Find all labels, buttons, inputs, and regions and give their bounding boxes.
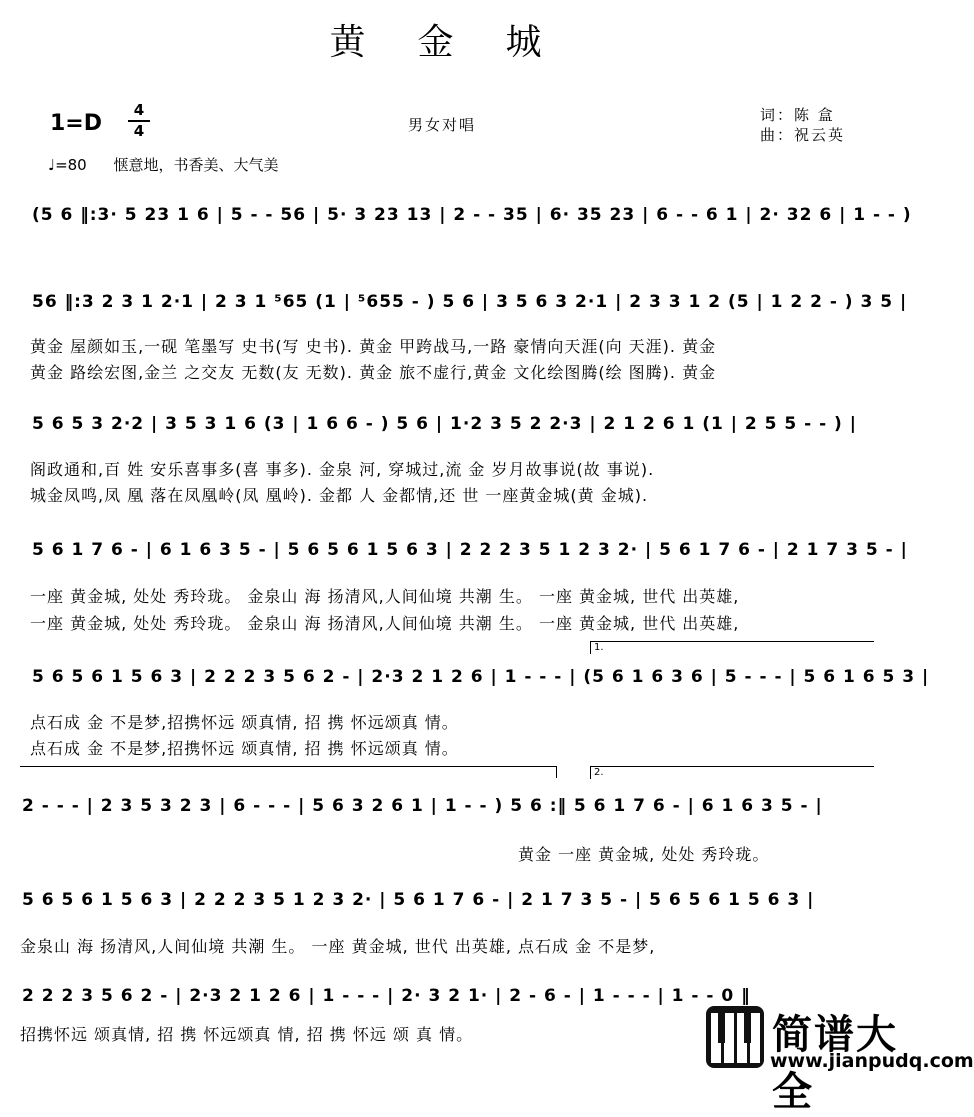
tempo-value: ♩=80 xyxy=(48,156,87,174)
key-signature: 1=D xyxy=(50,111,103,136)
notation-row-8: 2 2 2 3 5 6 2 - | 2·3 2 1 2 6 | 1 - - - | 2· 3 2 1· | 2 - 6 - | 1 - - - | 1 - - 0 ‖ xyxy=(22,986,751,1006)
lyric-row-4-verse-2: 一座 黄金城, 处处 秀玲珑。 金泉山 海 扬清风,人间仙境 共潮 生。 一座 黄金城, 世代 出英雄, xyxy=(30,614,740,633)
lyricist-credit: 词：陈 盒 xyxy=(760,106,835,124)
piano-keys-icon xyxy=(705,1005,765,1069)
notation-row-7: 5 6 5 6 1 5 6 3 | 2 2 2 3 5 1 2 3 2· | 5 6 1 7 6 - | 2 1 7 3 5 - | 5 6 5 6 1 5 6 3 | xyxy=(22,890,815,910)
volta-1-bracket: 1. xyxy=(590,641,874,654)
watermark-url: www.jianpudq.com xyxy=(770,1050,974,1072)
mood-marking: 惬意地，书香美、大气美 xyxy=(113,156,279,174)
notation-row-4: 5 6 1 7 6 - | 6 1 6 3 5 - | 5 6 5 6 1 5 6 3 | 2 2 2 3 5 1 2 3 2· | 5 6 1 7 6 - | 2 1 7 3 5 - | xyxy=(32,540,908,560)
time-signature-top: 4 xyxy=(133,101,145,119)
watermark-title: 简谱大全 xyxy=(772,1012,898,1115)
performance-style: 男女对唱 xyxy=(408,116,477,134)
song-title: 黄金城 xyxy=(329,22,594,63)
time-signature-bottom: 4 xyxy=(133,122,145,140)
notation-row-2: 56 ‖:3 2 3 1 2·1 | 2 3 1 ⁵65 (1 | ⁵655 - ) 5 6 | 3 5 6 3 2·1 | 2 3 3 1 2 (5 | 1 2 2 - ) 3 5 | xyxy=(32,292,908,312)
lyric-row-5-verse-2: 点石成 金 不是梦,招携怀远 颂真情, 招 携 怀远颂真 情。 xyxy=(30,739,459,758)
notation-row-3: 5 6 5 3 2·2 | 3 5 3 1 6 (3 | 1 6 6 - ) 5 6 | 1·2 3 5 2 2·3 | 2 1 2 6 1 (1 | 2 5 5 - - ) | xyxy=(32,414,857,434)
volta-1-end-tick xyxy=(556,766,557,778)
lyric-row-6: 黄金 一座 黄金城, 处处 秀玲珑。 xyxy=(518,845,770,864)
volta-2-bracket: 2. xyxy=(590,766,874,779)
time-signature xyxy=(128,102,150,140)
volta-1-end-line xyxy=(20,766,556,767)
lyric-row-7: 金泉山 海 扬清风,人间仙境 共潮 生。 一座 黄金城, 世代 出英雄, 点石成 金 不是梦, xyxy=(20,937,656,956)
lyric-row-3-verse-1: 阁政通和,百 姓 安乐喜事多(喜 事多). 金泉 河, 穿城过,流 金 岁月故事说(故 事说). xyxy=(30,460,655,479)
notation-row-6: 2 - - - | 2 3 5 3 2 3 | 6 - - - | 5 6 3 2 6 1 | 1 - - ) 5 6 :‖ 5 6 1 7 6 - | 6 1 6 3 5 - | xyxy=(22,796,823,816)
notation-row-5: 5 6 5 6 1 5 6 3 | 2 2 2 3 5 6 2 - | 2·3 2 1 2 6 | 1 - - - | (5 6 1 6 3 6 | 5 - - - | 5 6 1 6 5 3 | xyxy=(32,667,930,687)
notation-row-1: (5 6 ‖:3· 5 23 1 6 | 5 - - 56 | 5· 3 23 13 | 2 - - 35 | 6· 35 23 | 6 - - 6 1 | 2· 32 6 | 1 - - ) xyxy=(32,205,912,225)
tempo-marking xyxy=(48,154,279,175)
lyric-row-2-verse-2: 黄金 路绘宏图,金兰 之交友 无数(友 无数). 黄金 旅不虚行,黄金 文化绘图腾(绘 图腾). 黄金 xyxy=(30,363,717,382)
composer-credit: 曲：祝云英 xyxy=(760,126,846,144)
lyric-row-5-verse-1: 点石成 金 不是梦,招携怀远 颂真情, 招 携 怀远颂真 情。 xyxy=(30,713,459,732)
lyric-row-8: 招携怀远 颂真情, 招 携 怀远颂真 情, 招 携 怀远 颂 真 情。 xyxy=(20,1025,474,1044)
lyric-row-3-verse-2: 城金凤鸣,凤 凰 落在凤凰岭(凤 凰岭). 金都 人 金都情,还 世 一座黄金城(黄 金城). xyxy=(30,486,649,505)
lyric-row-2-verse-1: 黄金 屋颜如玉,一砚 笔墨写 史书(写 史书). 黄金 甲跨战马,一路 豪情向天涯(向 天涯). 黄金 xyxy=(30,337,717,356)
lyric-row-4-verse-1: 一座 黄金城, 处处 秀玲珑。 金泉山 海 扬清风,人间仙境 共潮 生。 一座 黄金城, 世代 出英雄, xyxy=(30,587,740,606)
site-watermark xyxy=(705,1003,974,1115)
